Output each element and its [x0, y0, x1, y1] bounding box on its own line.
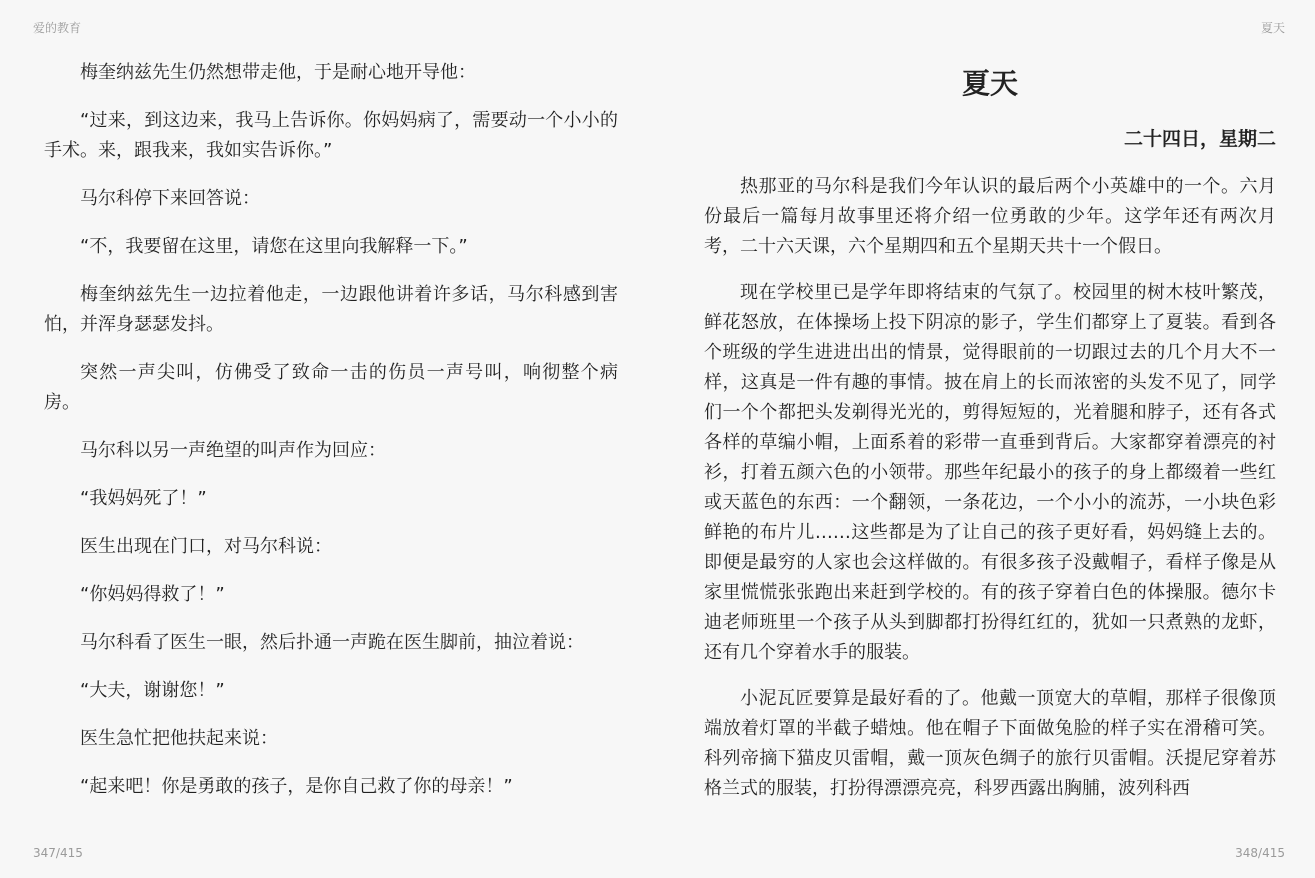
left-page	[44, 58, 618, 820]
paragraph: 小泥瓦匠要算是最好看的了。他戴一顶宽大的草帽，那样子很像顶端放着灯罩的半截子蜡烛。他在帽子下面做兔脸的样子实在滑稽可笑。科列帝摘下猫皮贝雷帽，戴一顶灰色绸子的旅行贝雷帽。沃提尼穿着苏格兰式的服装，打扮得漂漂亮亮，科罗西露出胸脯，波列科西	[704, 688, 1276, 799]
paragraph: “不，我要留在这里，请您在这里向我解释一下。”	[80, 236, 468, 257]
paragraph: 热那亚的马尔科是我们今年认识的最后两个小英雄中的一个。六月份最后一篇每月故事里还将介绍一位勇敢的少年。这学年还有两次月考，二十六天课，六个星期四和五个星期天共十一个假日。	[704, 176, 1276, 257]
right-page	[704, 58, 1276, 820]
chapter-title-header: 夏天	[1260, 21, 1285, 35]
paragraph: 现在学校里已是学年即将结束的气氛了。校园里的树木枝叶繁茂，鲜花怒放，在体操场上投下阴凉的影子，学生们都穿上了夏装。看到各个班级的学生进进出出的情景，觉得眼前的一切跟过去的几个月大不一样，这真是一件有趣的事情。披在肩上的长而浓密的头发不见了，同学们一个个都把头发剃得光光的，剪得短短的，光着腿和脖子，还有各式各样的草编小帽，上面系着的彩带一直垂到背后。大家都穿着漂亮的衬衫，打着五颜六色的小领带。那些年纪最小的孩子的身上都缀着一些红或天蓝色的东西：一个翻领，一条花边，一个小小的流苏，一小块色彩鲜艳的布片儿……这些都是为了让自己的孩子更好看，妈妈缝上去的。即便是最穷的人家也会这样做的。有很多孩子没戴帽子，看样子像是从家里慌慌张张跑出来赶到学校的。有的孩子穿着白色的体操服。德尔卡迪老师班里一个孩子从头到脚都打扮得红红的，犹如一只煮熟的龙虾，还有几个穿着水手的服装。	[704, 282, 1276, 663]
paragraph: 梅奎纳兹先生仍然想带走他，于是耐心地开导他：	[80, 62, 476, 83]
paragraph: 马尔科以另一声绝望的叫声作为回应：	[80, 440, 386, 461]
paragraph: 梅奎纳兹先生一边拉着他走，一边跟他讲着许多话，马尔科感到害怕，并浑身瑟瑟发抖。	[44, 284, 618, 335]
book-title-header: 爱的教育	[33, 21, 82, 35]
paragraph: “起来吧！你是勇敢的孩子，是你自己救了你的母亲！”	[80, 776, 513, 797]
chapter-title: 夏天	[961, 67, 1018, 100]
paragraph: 突然一声尖叫，仿佛受了致命一击的伤员一声号叫，响彻整个病房。	[44, 362, 618, 413]
chapter-date: 二十四日，星期二	[1123, 128, 1276, 150]
paragraph: “我妈妈死了！”	[80, 488, 207, 509]
left-page-number: 347/415	[33, 846, 83, 860]
paragraph: “大夫，谢谢您！”	[80, 680, 225, 701]
paragraph: “你妈妈得救了！”	[80, 584, 225, 605]
paragraph: 医生急忙把他扶起来说：	[80, 728, 278, 749]
right-page-number: 348/415	[1235, 846, 1285, 860]
paragraph: 马尔科停下来回答说：	[80, 188, 260, 209]
paragraph: “过来，到这边来，我马上告诉你。你妈妈病了，需要动一个小小的手术。来，跟我来，我如实告诉你。”	[44, 110, 618, 161]
paragraph: 马尔科看了医生一眼，然后扑通一声跪在医生脚前，抽泣着说：	[80, 632, 584, 653]
paragraph: 医生出现在门口，对马尔科说：	[80, 536, 332, 557]
